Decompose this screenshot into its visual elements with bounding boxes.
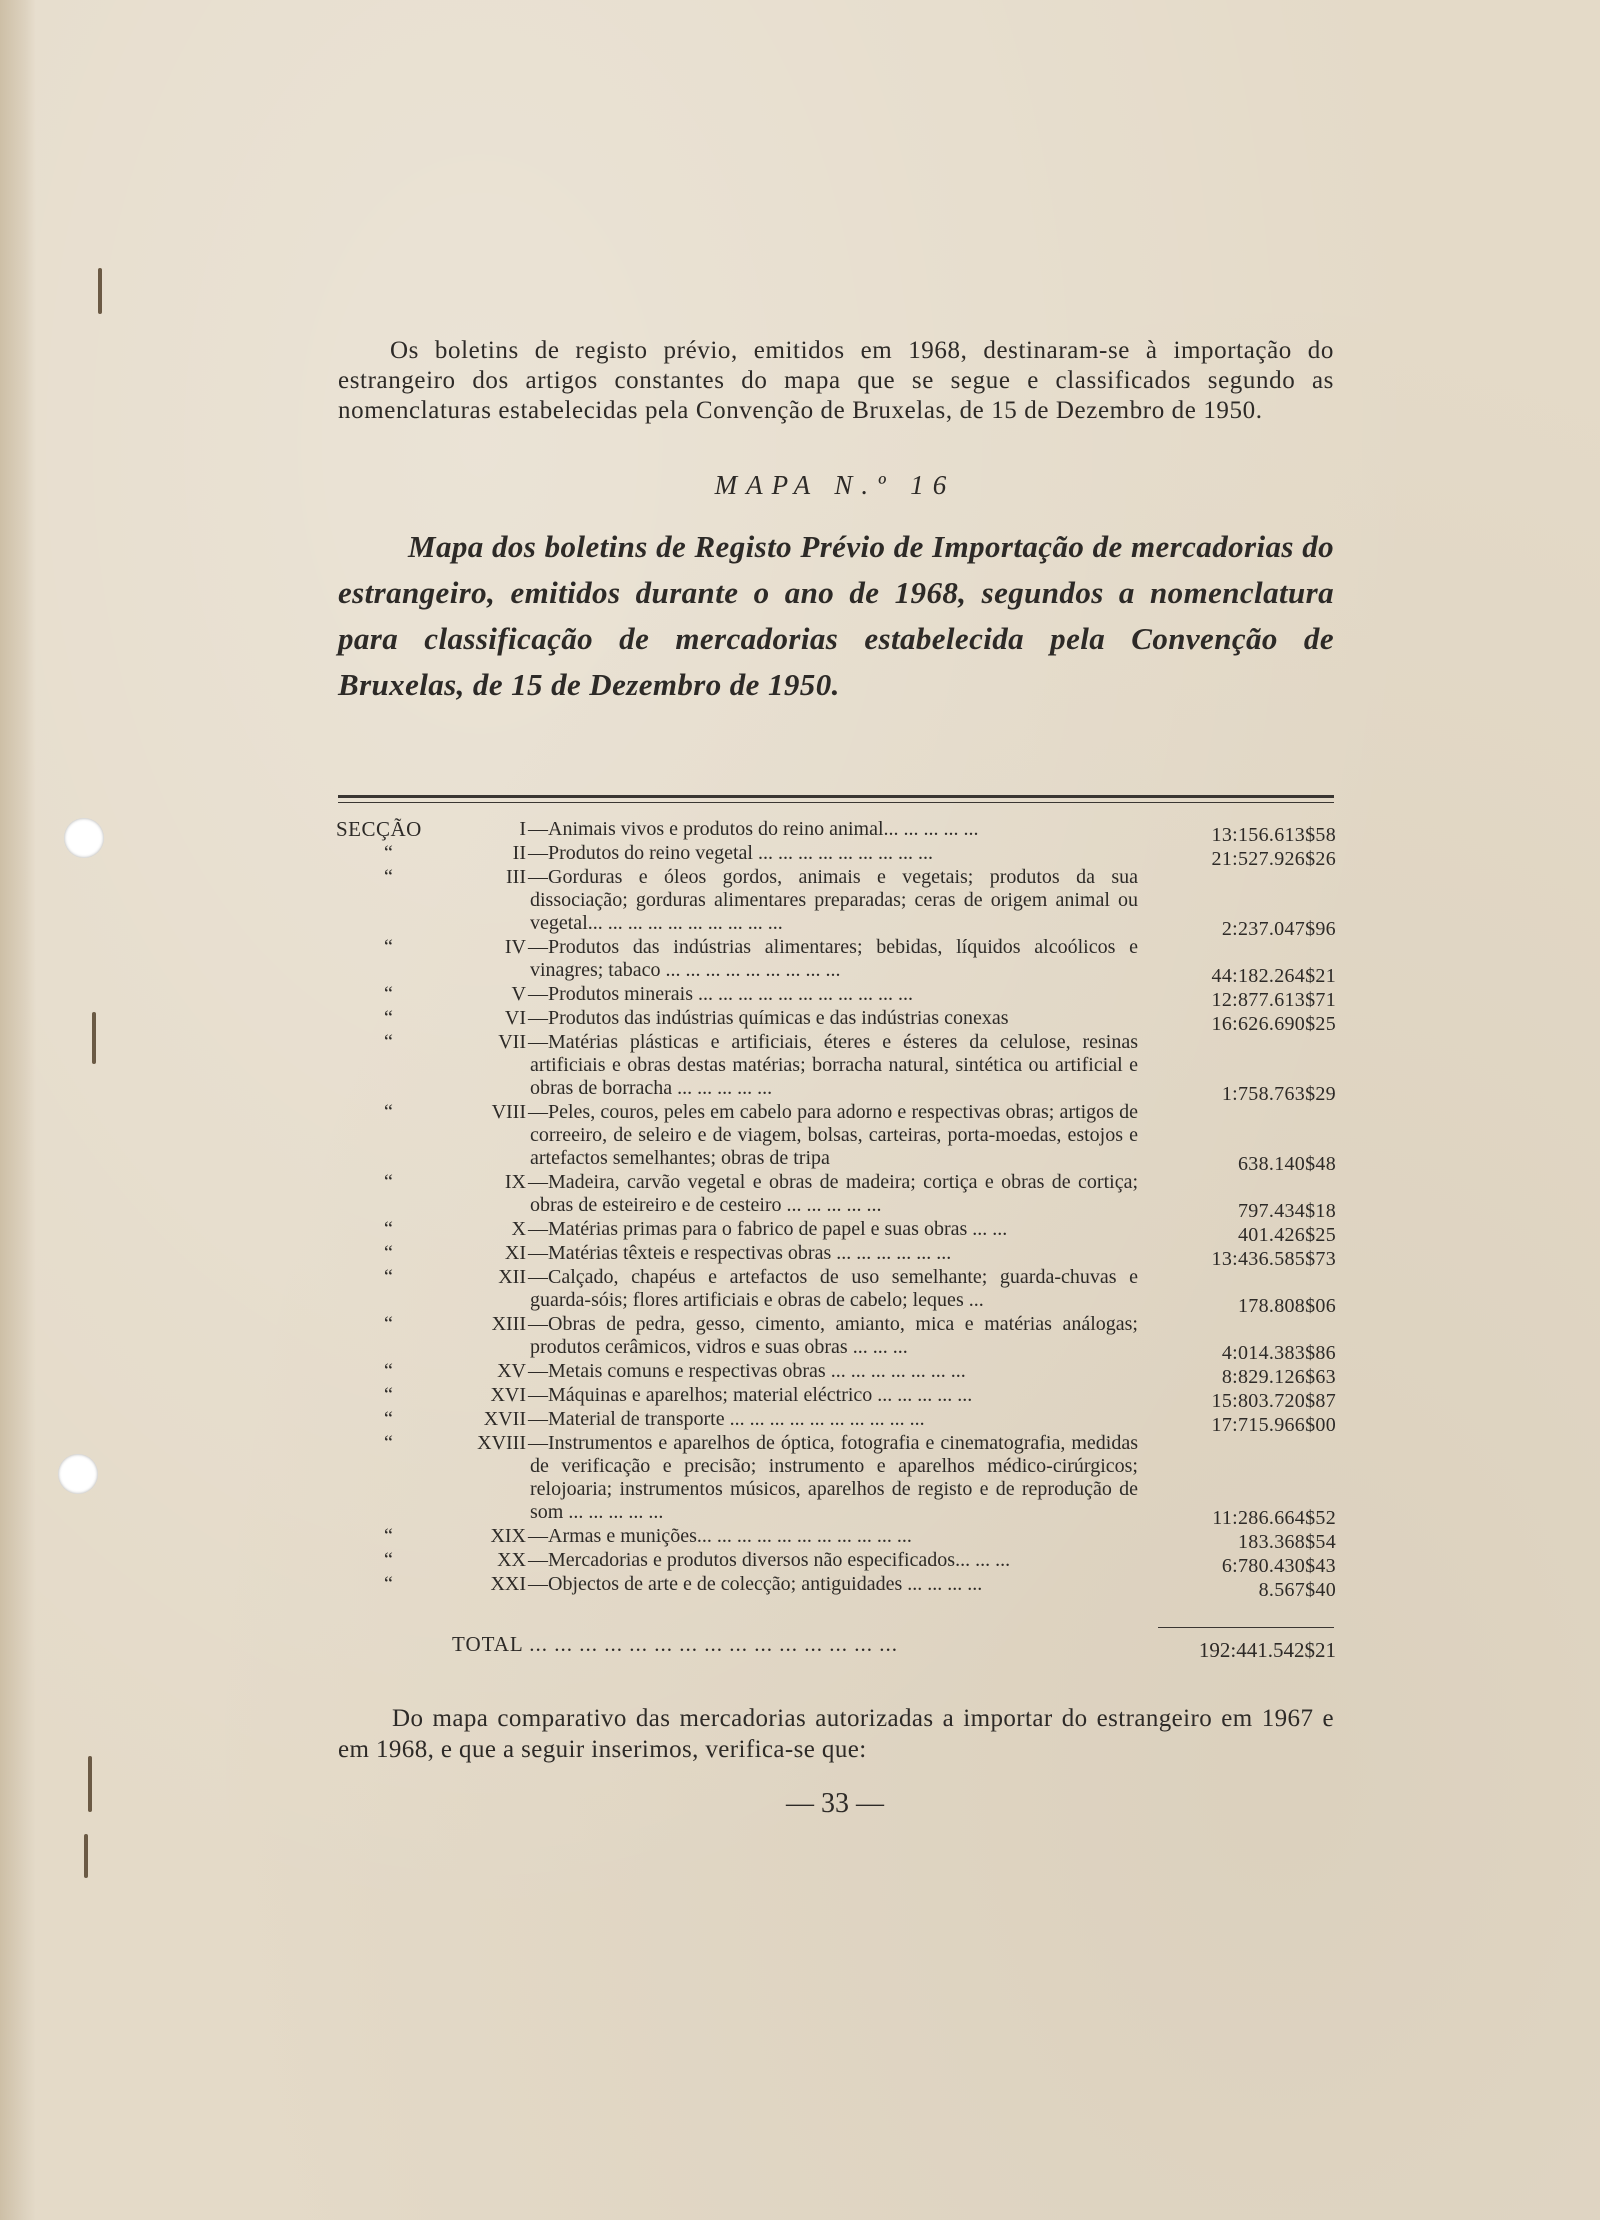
section-value: 6:780.430$43 bbox=[1221, 1555, 1336, 1577]
page-left-edge bbox=[0, 0, 36, 2220]
section-value: 12:877.613$71 bbox=[1211, 989, 1336, 1011]
section-description: XI —Matérias têxteis e respectivas obras ... ... ... ... ... ... bbox=[466, 1242, 1138, 1265]
section-number: XX bbox=[497, 1549, 526, 1571]
section-value: 15:803.720$87 bbox=[1211, 1390, 1336, 1412]
section-text: Animais vivos e produtos do reino animal... ... ... ... ... bbox=[548, 818, 979, 840]
section-text: Obras de pedra, gesso, cimento, amianto, mica e matérias análogas; produtos cerâmicos, vidros e suas obras ... ... ... bbox=[530, 1313, 1138, 1358]
ditto-mark: “ bbox=[384, 936, 393, 958]
section-value: 21:527.926$26 bbox=[1211, 848, 1336, 870]
total-rule bbox=[1158, 1627, 1334, 1628]
ditto-mark: “ bbox=[384, 1171, 393, 1193]
sections-table bbox=[336, 817, 1336, 1601]
section-description: I —Animais vivos e produtos do reino animal... ... ... ... ... bbox=[466, 818, 1138, 841]
table-row bbox=[336, 936, 1336, 987]
section-text: Mercadorias e produtos diversos não especificados... ... ... bbox=[548, 1549, 1011, 1571]
table-row bbox=[336, 1313, 1336, 1364]
section-number: XVIII bbox=[477, 1432, 526, 1454]
total-row bbox=[452, 1632, 1336, 1662]
total-label: TOTAL ... ... ... ... ... ... ... ... ... ... ... ... ... ... ... bbox=[452, 1632, 898, 1656]
ditto-mark: “ bbox=[384, 866, 393, 888]
section-value: 1:758.763$29 bbox=[1221, 1083, 1336, 1105]
section-text: Armas e munições... ... ... ... ... ... ... ... ... ... ... bbox=[548, 1525, 912, 1547]
section-description: XVIII —Instrumentos e aparelhos de óptica, fotografia e cinematografia, medidas de verificação e precisão; instrumento e aparelhos médico-cirúrgicos; relojoaria; instrumentos músicos, aparelhos de registo e de reprodução de som ... ... ... ... ... bbox=[466, 1432, 1138, 1524]
section-value: 401.426$25 bbox=[1238, 1224, 1336, 1246]
section-description: IV —Produtos das indústrias alimentares; bebidas, líquidos alcoólicos e vinagres; tabaco ... ... ... ... ... ... ... ... ... bbox=[466, 936, 1138, 982]
section-value: 13:436.585$73 bbox=[1211, 1248, 1336, 1270]
section-number: XVI bbox=[490, 1384, 526, 1406]
ditto-mark: “ bbox=[384, 1384, 393, 1406]
map-title: Mapa dos boletins de Registo Prévio de Importação de mercadorias do estrangeiro, emitidos durante o ano de 1968, segundos a nomenclatura para classificação de mercadorias estabelecida pela Convenção de Bruxelas, de 15 de Dezembro de 1950. bbox=[338, 529, 1334, 702]
section-value: 4:014.383$86 bbox=[1221, 1342, 1336, 1364]
section-value: 13:156.613$58 bbox=[1211, 824, 1336, 846]
section-number: XI bbox=[504, 1242, 526, 1264]
section-number: XII bbox=[498, 1266, 526, 1288]
section-value: 11:286.664$52 bbox=[1212, 1507, 1336, 1529]
table-top-rule-thin bbox=[338, 802, 1334, 803]
section-text: Máquinas e aparelhos; material eléctrico ... ... ... ... ... bbox=[548, 1384, 973, 1406]
ditto-mark: “ bbox=[384, 1218, 393, 1240]
ditto-mark: “ bbox=[384, 1242, 393, 1264]
section-number: IV bbox=[504, 936, 526, 958]
table-row bbox=[336, 866, 1336, 940]
section-number: IX bbox=[504, 1171, 526, 1193]
section-number: I bbox=[519, 818, 526, 840]
section-description: XVI —Máquinas e aparelhos; material eléctrico ... ... ... ... ... bbox=[466, 1384, 1138, 1407]
section-value: 183.368$54 bbox=[1238, 1531, 1336, 1553]
section-value: 8.567$40 bbox=[1258, 1579, 1336, 1601]
binder-mark bbox=[84, 1834, 88, 1878]
section-description: II —Produtos do reino vegetal ... ... ... ... ... ... ... ... ... bbox=[466, 842, 1138, 865]
section-number: XV bbox=[497, 1360, 526, 1382]
section-value: 44:182.264$21 bbox=[1211, 965, 1336, 987]
ditto-mark: “ bbox=[384, 1313, 393, 1335]
section-text: Produtos das indústrias alimentares; bebidas, líquidos alcoólicos e vinagres; tabaco ... ... ... ... ... ... ... ... ... bbox=[530, 936, 1138, 981]
table-top-rule bbox=[338, 795, 1334, 798]
section-number: VII bbox=[498, 1031, 526, 1053]
section-number: VIII bbox=[491, 1101, 526, 1123]
section-number: XIX bbox=[490, 1525, 526, 1547]
section-text: Peles, couros, peles em cabelo para adorno e respectivas obras; artigos de correeiro, de seleiro e de viagem, bolsas, carteiras, porta-moedas, estojos e artefactos semelhantes; obras de tripa bbox=[530, 1101, 1138, 1169]
table-row bbox=[336, 1031, 1336, 1105]
mapa-number: MAPA N.º 16 bbox=[714, 470, 956, 500]
ditto-mark: “ bbox=[384, 1031, 393, 1053]
table-row bbox=[336, 1101, 1336, 1175]
section-text: Instrumentos e aparelhos de óptica, fotografia e cinematografia, medidas de verificação e precisão; instrumento e aparelhos médico-cirúrgicos; relojoaria; instrumentos músicos, aparelhos de registo e de reprodução de som ... ... ... ... ... bbox=[530, 1432, 1138, 1523]
binder-mark bbox=[98, 268, 102, 314]
section-description: VIII —Peles, couros, peles em cabelo para adorno e respectivas obras; artigos de correeiro, de seleiro e de viagem, bolsas, carteiras, porta-moedas, estojos e artefactos semelhantes; obras de tripa bbox=[466, 1101, 1138, 1170]
binder-mark bbox=[92, 1012, 96, 1064]
section-description: XX —Mercadorias e produtos diversos não especificados... ... ... bbox=[466, 1549, 1138, 1572]
section-text: Metais comuns e respectivas obras ... ... ... ... ... ... ... bbox=[548, 1360, 966, 1382]
ditto-mark: “ bbox=[384, 1360, 393, 1382]
section-description: XXI —Objectos de arte e de colecção; antiguidades ... ... ... ... bbox=[466, 1573, 1138, 1596]
ditto-mark: “ bbox=[384, 983, 393, 1005]
section-number: XVII bbox=[483, 1408, 526, 1430]
section-description: XIX —Armas e munições... ... ... ... ... ... ... ... ... ... ... bbox=[466, 1525, 1138, 1548]
section-text: Calçado, chapéus e artefactos de uso semelhante; guarda-chuvas e guarda-sóis; flores artificiais e obras de cabelo; leques ... bbox=[530, 1266, 1138, 1311]
section-text: Produtos minerais ... ... ... ... ... ... ... ... ... ... ... bbox=[548, 983, 913, 1005]
section-label: SECÇÃO bbox=[336, 817, 422, 841]
section-description: IX —Madeira, carvão vegetal e obras de madeira; cortiça e obras de cortiça; obras de esteireiro e de cesteiro ... ... ... ... ... bbox=[466, 1171, 1138, 1217]
punch-hole-top bbox=[64, 818, 104, 858]
section-text: Matérias plásticas e artificiais, éteres e ésteres da celulose, resinas artificiais e obras destas matérias; borracha natural, sintética ou artificial e obras de borracha ... ... ... ... ... bbox=[530, 1031, 1138, 1099]
section-description: V —Produtos minerais ... ... ... ... ... ... ... ... ... ... ... bbox=[466, 983, 1138, 1006]
section-value: 8:829.126$63 bbox=[1221, 1366, 1336, 1388]
section-number: III bbox=[506, 866, 526, 888]
section-text: Gorduras e óleos gordos, animais e vegetais; produtos da sua dissociação; gorduras alimentares preparadas; ceras de origem animal ou vegetal... ... ... ... ... ... ... ... ... ... bbox=[530, 866, 1138, 934]
section-value: 797.434$18 bbox=[1238, 1200, 1336, 1222]
section-description: XV —Metais comuns e respectivas obras ... ... ... ... ... ... ... bbox=[466, 1360, 1138, 1383]
section-text: Produtos do reino vegetal ... ... ... ... ... ... ... ... ... bbox=[548, 842, 933, 864]
section-description: X —Matérias primas para o fabrico de papel e suas obras ... ... bbox=[466, 1218, 1138, 1241]
section-number: V bbox=[511, 983, 526, 1005]
section-number: XIII bbox=[491, 1313, 526, 1335]
ditto-mark: “ bbox=[384, 1432, 393, 1454]
section-number: X bbox=[511, 1218, 526, 1240]
table-row bbox=[336, 817, 1336, 846]
section-description: VII —Matérias plásticas e artificiais, éteres e ésteres da celulose, resinas artificiais e obras destas matérias; borracha natural, sintética ou artificial e obras de borracha ... ... ... ... ... bbox=[466, 1031, 1138, 1100]
ditto-mark: “ bbox=[384, 1525, 393, 1547]
ditto-mark: “ bbox=[384, 1549, 393, 1571]
ditto-mark: “ bbox=[384, 1101, 393, 1123]
ditto-mark: “ bbox=[384, 1007, 393, 1029]
ditto-mark: “ bbox=[384, 1408, 393, 1430]
ditto-mark: “ bbox=[384, 1266, 393, 1288]
section-value: 638.140$48 bbox=[1238, 1153, 1336, 1175]
section-description: XVII —Material de transporte ... ... ... ... ... ... ... ... ... ... bbox=[466, 1408, 1138, 1431]
section-value: 16:626.690$25 bbox=[1211, 1013, 1336, 1035]
section-text: Produtos das indústrias químicas e das indústrias conexas bbox=[548, 1007, 1009, 1029]
section-value: 178.808$06 bbox=[1238, 1295, 1336, 1317]
ditto-mark: “ bbox=[384, 842, 393, 864]
footer-paragraph: Do mapa comparativo das mercadorias autorizadas a importar do estrangeiro em 1967 e em 1968, e que a seguir inserimos, verifica-se que: bbox=[338, 1705, 1334, 1763]
section-number: VI bbox=[504, 1007, 526, 1029]
section-description: III —Gorduras e óleos gordos, animais e vegetais; produtos da sua dissociação; gorduras alimentares preparadas; ceras de origem animal ou vegetal... ... ... ... ... ... ... ... ... ... bbox=[466, 866, 1138, 935]
page-number: — 33 — bbox=[786, 1788, 884, 1819]
section-number: XXI bbox=[490, 1573, 526, 1595]
ditto-mark: “ bbox=[384, 1573, 393, 1595]
section-text: Objectos de arte e de colecção; antiguidades ... ... ... ... bbox=[548, 1573, 983, 1595]
section-description: XIII —Obras de pedra, gesso, cimento, amianto, mica e matérias análogas; produtos cerâmicos, vidros e suas obras ... ... ... bbox=[466, 1313, 1138, 1359]
total-value: 192:441.542$21 bbox=[1198, 1638, 1336, 1662]
table-row bbox=[336, 1432, 1336, 1529]
section-text: Matérias primas para o fabrico de papel e suas obras ... ... bbox=[548, 1218, 1008, 1240]
table-row bbox=[336, 1266, 1336, 1317]
section-value: 2:237.047$96 bbox=[1221, 918, 1336, 940]
section-text: Madeira, carvão vegetal e obras de madeira; cortiça e obras de cortiça; obras de esteireiro e de cesteiro ... ... ... ... ... bbox=[530, 1171, 1138, 1216]
section-text: Matérias têxteis e respectivas obras ... ... ... ... ... ... bbox=[548, 1242, 952, 1264]
section-number: II bbox=[512, 842, 526, 864]
intro-paragraph: Os boletins de registo prévio, emitidos em 1968, destinaram-se à importação do estrangeiro dos artigos constantes do mapa que se segue e classificados segundo as nomenclaturas estabelecidas pela Convenção de Bruxelas, de 15 de Dezembro de 1950. bbox=[338, 337, 1334, 424]
section-value: 17:715.966$00 bbox=[1211, 1414, 1336, 1436]
section-description: XII —Calçado, chapéus e artefactos de uso semelhante; guarda-chuvas e guarda-sóis; flores artificiais e obras de cabelo; leques ... bbox=[466, 1266, 1138, 1312]
section-description: VI —Produtos das indústrias químicas e das indústrias conexas bbox=[466, 1007, 1138, 1030]
punch-hole-bottom bbox=[58, 1454, 98, 1494]
table-row bbox=[336, 1171, 1336, 1222]
section-text: Material de transporte ... ... ... ... ... ... ... ... ... ... bbox=[548, 1408, 925, 1430]
